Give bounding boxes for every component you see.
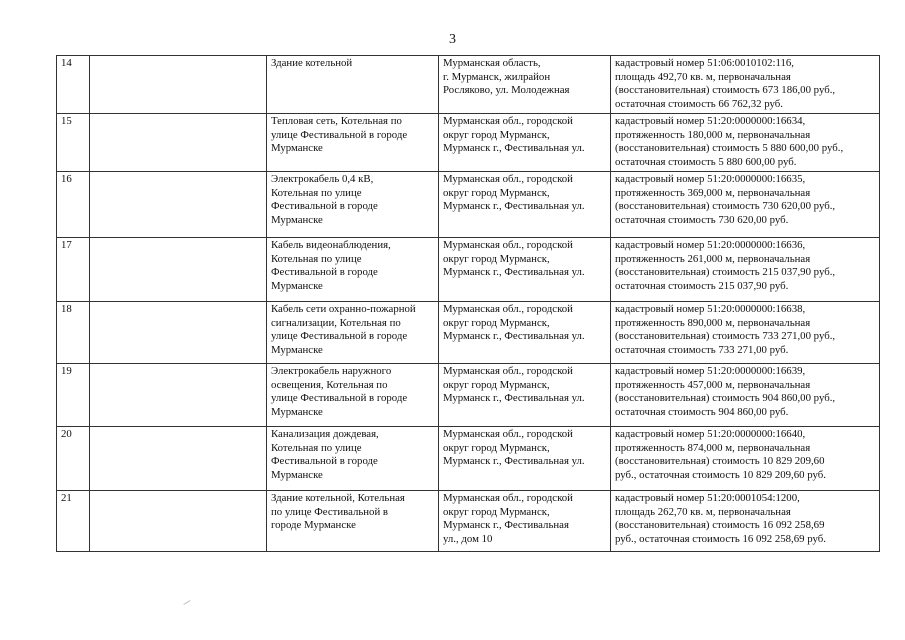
object-name-cell: [267, 238, 439, 302]
object-name-line: Мурманске: [271, 142, 323, 154]
object-name-cell: [267, 56, 439, 114]
address-cell: [439, 114, 611, 172]
description-line: (восстановительная) стоимость 5 880 600,00 руб.,: [615, 142, 844, 154]
address-line: округ город Мурманск,: [443, 505, 550, 518]
description-line: остаточная стоимость 730 620,00 руб.: [615, 213, 789, 226]
description-line: кадастровый номер 51:20:0000000:16634,: [615, 115, 806, 127]
address-line: Мурманск г., Фестивальная ул.: [443, 392, 585, 404]
object-name-line: Канализация дождевая,: [271, 428, 379, 440]
object-name-line: улице Фестивальной в городе: [271, 330, 408, 342]
address-line: Мурманск г., Фестивальная ул.: [443, 266, 585, 278]
page-number: 3: [449, 32, 456, 47]
object-name-line: Котельная по улице: [271, 186, 362, 199]
address-line: округ город Мурманск,: [443, 128, 550, 141]
table-row: [57, 238, 880, 302]
object-name-line: Мурманске: [271, 279, 323, 292]
address-line: ул., дом 10: [443, 532, 493, 545]
description-line: кадастровый номер 51:06:0010102:116,: [615, 57, 794, 69]
object-name-line: Кабель видеонаблюдения,: [271, 239, 391, 251]
description-line: (восстановительная) стоимость 730 620,00 руб.,: [615, 200, 836, 212]
row-number: 14: [57, 56, 90, 114]
description-line: остаточная стоимость 904 860,00 руб.: [615, 405, 789, 418]
description-line: площадь 492,70 кв. м, первоначальная: [615, 70, 791, 83]
object-name-line: Мурманске: [271, 405, 323, 418]
description-line: руб., остаточная стоимость 10 829 209,60 руб.: [615, 468, 826, 481]
description-line: остаточная стоимость 215 037,90 руб.: [615, 279, 789, 292]
description-line: (восстановительная) стоимость 733 271,00 руб.,: [615, 330, 836, 342]
address-line: округ город Мурманск,: [443, 441, 550, 454]
description-line: протяженность 369,000 м, первоначальная: [615, 186, 811, 199]
object-name-line: Здание котельной, Котельная: [271, 492, 405, 504]
description-line: площадь 262,70 кв. м, первоначальная: [615, 505, 791, 518]
object-name-line: Мурманске: [271, 213, 323, 226]
empty-cell: [90, 364, 267, 427]
object-name-line: по улице Фестивальной в: [271, 505, 389, 518]
address-line: Мурманск г., Фестивальная ул.: [443, 142, 585, 154]
address-cell: [439, 302, 611, 364]
address-line: Мурманск г., Фестивальная ул.: [443, 200, 585, 212]
description-line: кадастровый номер 51:20:0000000:16640,: [615, 428, 806, 440]
address-line: Мурманск г., Фестивальная ул.: [443, 455, 585, 467]
object-name-line: сигнализации, Котельная по: [271, 316, 401, 329]
object-name-line: освещения, Котельная по: [271, 378, 388, 391]
table-row: [57, 114, 880, 172]
address-cell: [439, 238, 611, 302]
empty-cell: [90, 238, 267, 302]
object-name-cell: [267, 302, 439, 364]
address-line: Росляково, ул. Молодежная: [443, 84, 570, 96]
description-line: кадастровый номер 51:20:0001054:1200,: [615, 492, 800, 504]
description-line: (восстановительная) стоимость 215 037,90 руб.,: [615, 266, 836, 278]
table-row: [57, 302, 880, 364]
description-cell: [611, 114, 880, 172]
address-line: г. Мурманск, жилрайон: [443, 70, 551, 83]
row-number: 18: [57, 302, 90, 364]
object-name-line: Электрокабель наружного: [271, 365, 392, 377]
address-line: округ город Мурманск,: [443, 378, 550, 391]
row-number: 16: [57, 172, 90, 238]
row-number: 15: [57, 114, 90, 172]
table-row: [57, 56, 880, 114]
object-name-line: городе Мурманске: [271, 519, 356, 531]
description-line: протяженность 457,000 м, первоначальная: [615, 378, 811, 391]
address-line: Мурманск г., Фестивальная: [443, 519, 569, 531]
table-row: [57, 364, 880, 427]
property-table-body: [57, 56, 880, 552]
object-name-line: Кабель сети охранно-пожарной: [271, 303, 416, 315]
object-name-line: улице Фестивальной в городе: [271, 392, 408, 404]
description-line: руб., остаточная стоимость 16 092 258,69 руб.: [615, 532, 826, 545]
object-name-cell: [267, 427, 439, 491]
object-name-line: Фестивальной в городе: [271, 266, 378, 278]
description-cell: [611, 172, 880, 238]
object-name-line: Котельная по улице: [271, 441, 362, 454]
table-row: [57, 427, 880, 491]
description-line: (восстановительная) стоимость 16 092 258,69: [615, 519, 825, 531]
object-name-line: Мурманске: [271, 343, 323, 356]
description-cell: [611, 364, 880, 427]
row-number: 19: [57, 364, 90, 427]
address-line: округ город Мурманск,: [443, 252, 550, 265]
description-line: кадастровый номер 51:20:0000000:16639,: [615, 365, 806, 377]
object-name-line: Электрокабель 0,4 кВ,: [271, 173, 374, 185]
address-line: округ город Мурманск,: [443, 316, 550, 329]
empty-cell: [90, 56, 267, 114]
row-number: 20: [57, 427, 90, 491]
empty-cell: [90, 491, 267, 552]
address-cell: [439, 172, 611, 238]
description-cell: [611, 491, 880, 552]
empty-cell: [90, 427, 267, 491]
description-line: (восстановительная) стоимость 10 829 209,60: [615, 455, 825, 467]
description-cell: [611, 238, 880, 302]
address-line: Мурманская обл., городской: [443, 365, 573, 377]
object-name-cell: [267, 491, 439, 552]
object-name-line: улице Фестивальной в городе: [271, 128, 408, 141]
description-line: кадастровый номер 51:20:0000000:16635,: [615, 173, 806, 185]
description-line: остаточная стоимость 733 271,00 руб.: [615, 343, 789, 356]
object-name-cell: [267, 364, 439, 427]
description-line: остаточная стоимость 5 880 600,00 руб.: [615, 155, 797, 168]
row-number: 17: [57, 238, 90, 302]
object-name-cell: [267, 172, 439, 238]
address-line: Мурманская обл., городской: [443, 428, 573, 440]
description-line: кадастровый номер 51:20:0000000:16638,: [615, 303, 806, 315]
empty-cell: [90, 114, 267, 172]
empty-cell: [90, 172, 267, 238]
object-name-line: Здание котельной: [271, 57, 353, 69]
object-name-line: Мурманске: [271, 468, 323, 481]
address-line: Мурманская обл., городской: [443, 239, 573, 251]
address-line: Мурманская обл., городской: [443, 173, 573, 185]
address-line: Мурманская обл., городской: [443, 115, 573, 127]
description-line: кадастровый номер 51:20:0000000:16636,: [615, 239, 806, 251]
address-line: Мурманская обл., городской: [443, 303, 573, 315]
object-name-line: Фестивальной в городе: [271, 455, 378, 467]
scan-speck: [183, 600, 190, 605]
object-name-line: Тепловая сеть, Котельная по: [271, 115, 402, 127]
description-line: остаточная стоимость 66 762,32 руб.: [615, 97, 783, 110]
description-line: протяженность 874,000 м, первоначальная: [615, 441, 811, 454]
address-line: Мурманская обл., городской: [443, 492, 573, 504]
table-row: [57, 172, 880, 238]
address-cell: [439, 491, 611, 552]
row-number: 21: [57, 491, 90, 552]
object-name-cell: [267, 114, 439, 172]
table-row: [57, 491, 880, 552]
address-cell: [439, 56, 611, 114]
description-line: протяженность 890,000 м, первоначальная: [615, 316, 811, 329]
description-cell: [611, 302, 880, 364]
address-line: округ город Мурманск,: [443, 186, 550, 199]
address-line: Мурманская область,: [443, 57, 541, 69]
property-table: [56, 55, 880, 552]
object-name-line: Котельная по улице: [271, 252, 362, 265]
description-line: (восстановительная) стоимость 673 186,00 руб.,: [615, 84, 836, 96]
address-cell: [439, 364, 611, 427]
object-name-line: Фестивальной в городе: [271, 200, 378, 212]
description-line: (восстановительная) стоимость 904 860,00 руб.,: [615, 392, 836, 404]
address-line: Мурманск г., Фестивальная ул.: [443, 330, 585, 342]
description-cell: [611, 56, 880, 114]
description-line: протяженность 261,000 м, первоначальная: [615, 252, 811, 265]
description-cell: [611, 427, 880, 491]
description-line: протяженность 180,000 м, первоначальная: [615, 128, 811, 141]
empty-cell: [90, 302, 267, 364]
address-cell: [439, 427, 611, 491]
